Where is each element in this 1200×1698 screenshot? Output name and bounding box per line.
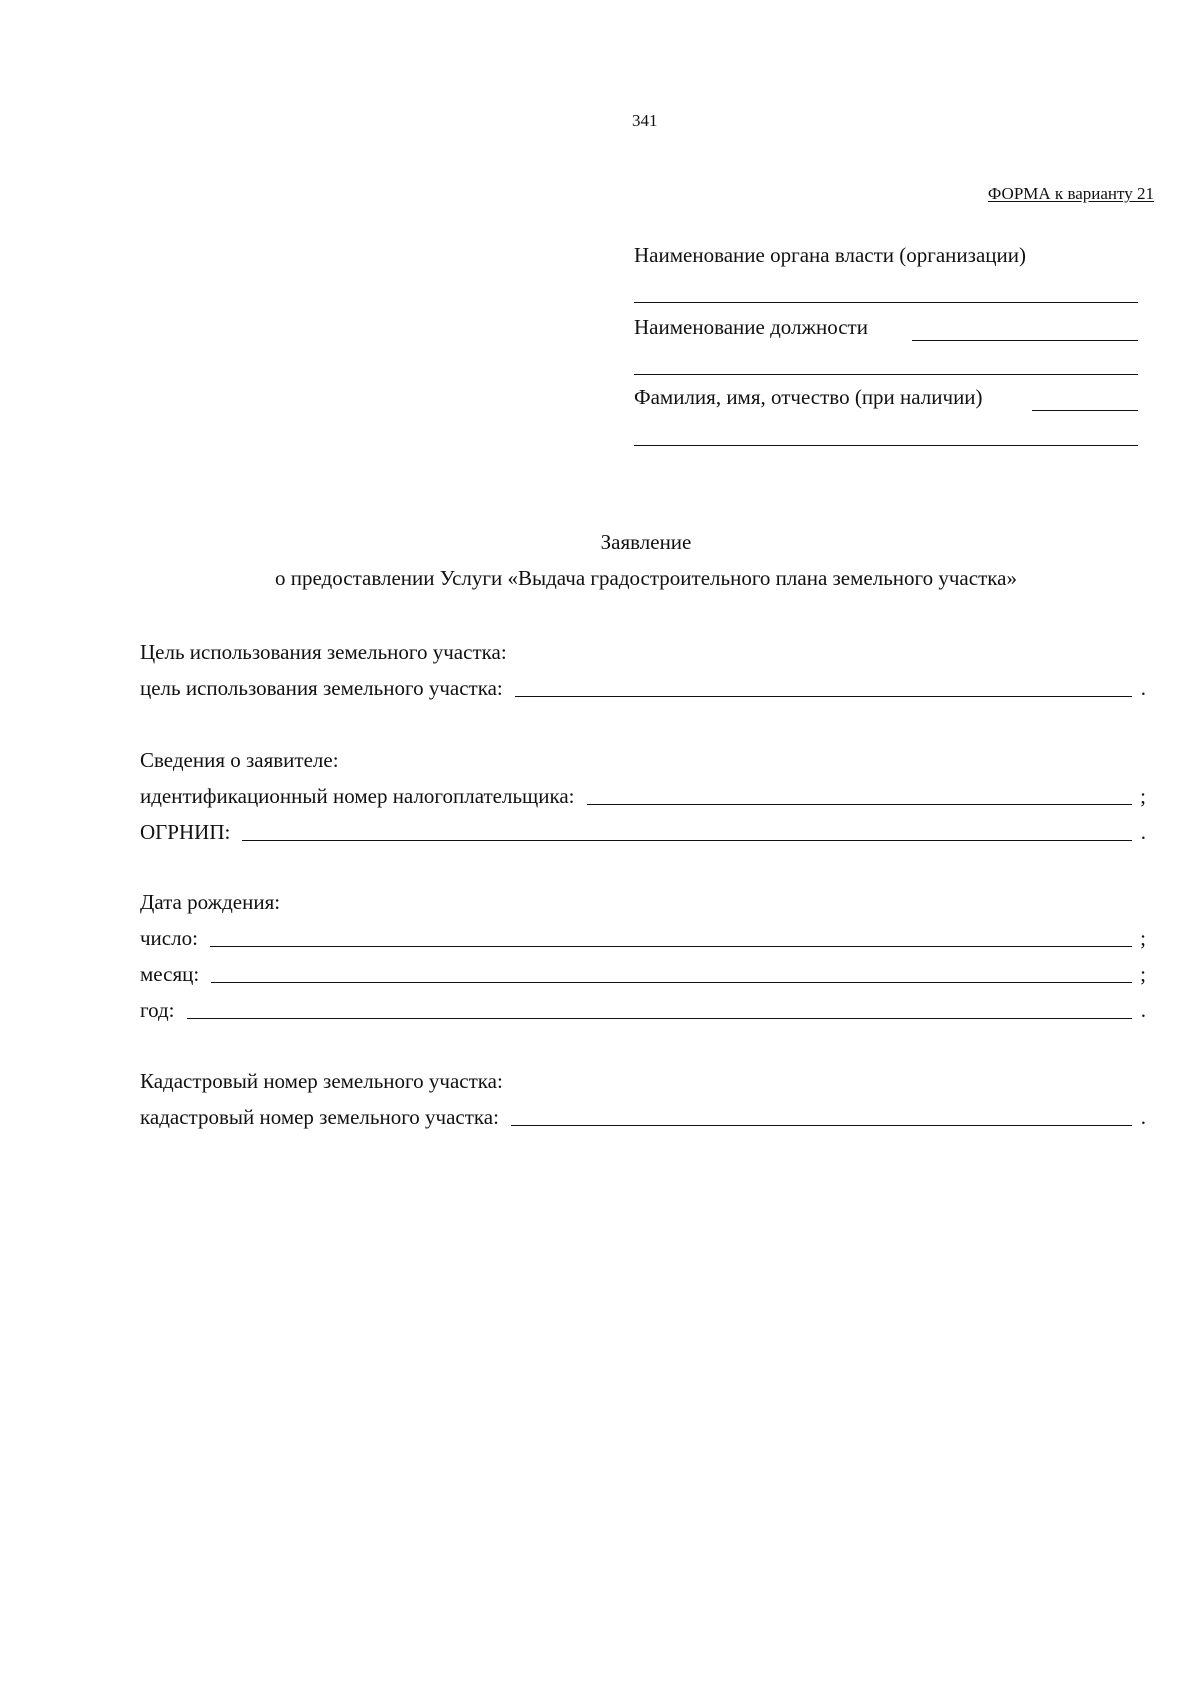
- birth-month-label: месяц:: [140, 962, 200, 986]
- ogrnip-field: [140, 817, 1146, 845]
- addressee-position-label: Наименование должности: [634, 315, 868, 339]
- cadastral-field-blank[interactable]: [511, 1105, 1132, 1126]
- addressee-authority-label: Наименование органа власти (организации): [634, 243, 1026, 267]
- birth-month-field: [140, 959, 1146, 987]
- addressee-fullname-line[interactable]: [1032, 410, 1138, 411]
- birth-year-punct: .: [1140, 998, 1146, 1022]
- cadastral-field-label: кадастровый номер земельного участка:: [140, 1105, 499, 1129]
- purpose-field-label: цель использования земельного участка:: [140, 676, 503, 700]
- addressee-position-line-2[interactable]: [634, 374, 1138, 375]
- cadastral-heading: Кадастровый номер земельного участка:: [140, 1069, 503, 1093]
- birth-date-heading: Дата рождения:: [140, 890, 281, 914]
- ogrnip-field-blank[interactable]: [242, 820, 1132, 841]
- addressee-authority-line[interactable]: [634, 302, 1138, 303]
- birth-year-label: год:: [140, 998, 175, 1022]
- purpose-heading: Цель использования земельного участка:: [140, 640, 507, 664]
- document-title: Заявление: [600, 530, 692, 554]
- birth-day-blank[interactable]: [210, 926, 1132, 947]
- cadastral-field: [140, 1102, 1146, 1130]
- birth-day-field: [140, 923, 1146, 951]
- inn-field-blank[interactable]: [587, 784, 1132, 805]
- applicant-heading: Сведения о заявителе:: [140, 748, 339, 772]
- cadastral-field-punct: .: [1140, 1105, 1146, 1129]
- document-subtitle: о предоставлении Услуги «Выдача градостроительного плана земельного участка»: [275, 566, 1017, 590]
- page-number: 341: [632, 111, 658, 130]
- addressee-fullname-label: Фамилия, имя, отчество (при наличии): [634, 385, 983, 409]
- birth-month-blank[interactable]: [211, 962, 1132, 983]
- form-reference: ФОРМА к варианту 21: [987, 184, 1154, 203]
- ogrnip-field-label: ОГРНИП:: [140, 820, 231, 844]
- birth-month-punct: ;: [1140, 962, 1146, 986]
- inn-field-punct: ;: [1140, 784, 1146, 808]
- birth-day-punct: ;: [1140, 926, 1146, 950]
- ogrnip-field-punct: .: [1140, 820, 1146, 844]
- inn-field: [140, 781, 1146, 809]
- birth-day-label: число:: [140, 926, 198, 950]
- inn-field-label: идентификационный номер налогоплательщика:: [140, 784, 575, 808]
- birth-year-field: [140, 995, 1146, 1023]
- birth-year-blank[interactable]: [187, 998, 1132, 1019]
- addressee-fullname-line-2[interactable]: [634, 445, 1138, 446]
- purpose-field-blank[interactable]: [515, 676, 1132, 697]
- purpose-field-punct: .: [1140, 676, 1146, 700]
- purpose-field: [140, 673, 1146, 701]
- addressee-position-line[interactable]: [912, 340, 1138, 341]
